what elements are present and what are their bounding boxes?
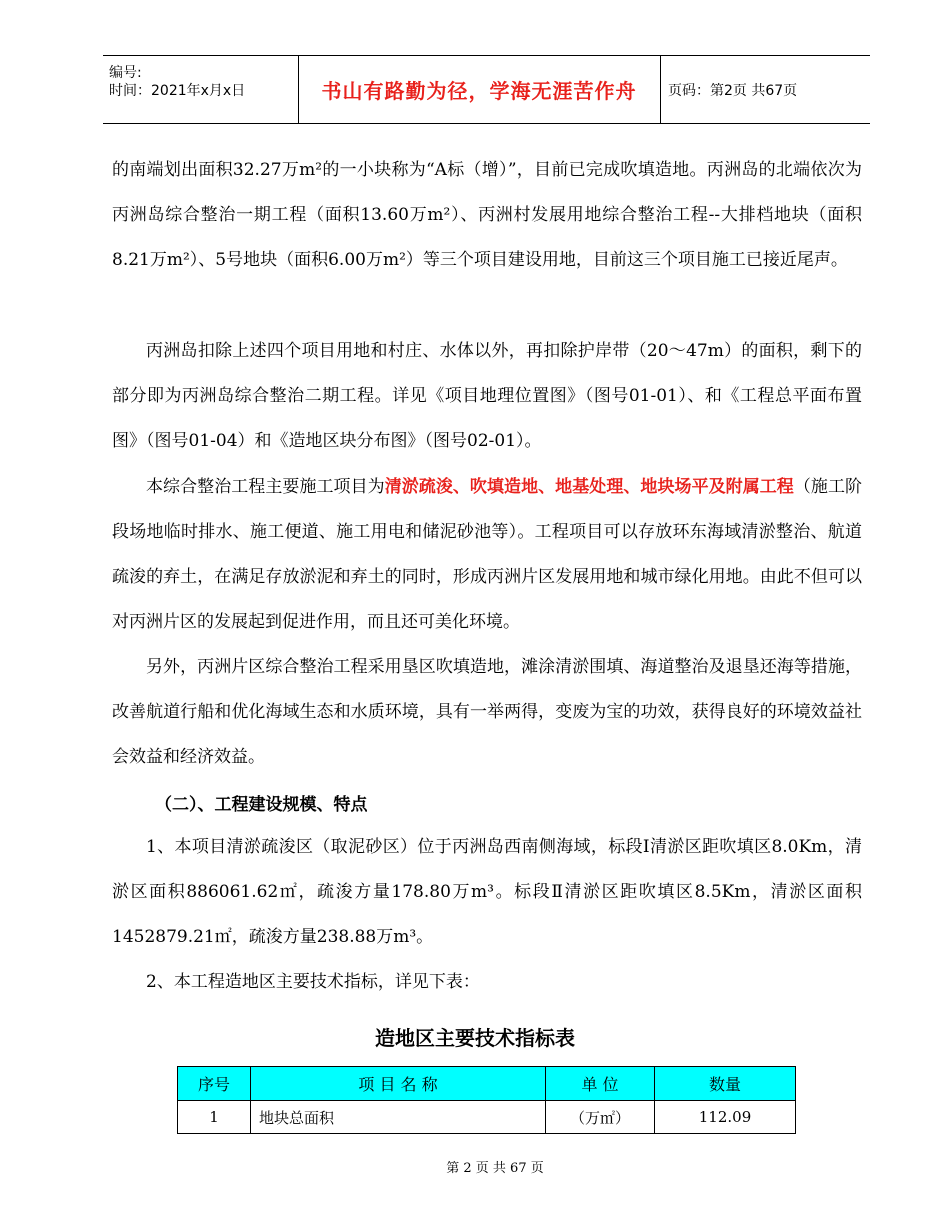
paragraph-3-highlight: 清淤疏浚、吹填造地、地基处理、地块场平及附属工程: [384, 477, 794, 497]
table-header-cell: 单 位: [546, 1067, 655, 1101]
table-header-cell: 项 目 名 称: [251, 1067, 546, 1101]
section-title: （二）、工程建设规模、特点: [155, 795, 368, 815]
paragraph-6: 2、本工程造地区主要技术指标，详见下表：: [146, 972, 480, 992]
paragraph-4: 另外，丙洲片区综合整治工程采用垦区吹填造地，滩涂清淤围填、海道整治及退垦还海等措施，改善航道行船和优化海域生态和水质环境，具有一举两得，变废为宝的功效，获得良好的环境效益社会效益和经济效益。: [112, 657, 862, 767]
document-number-label: 编号:: [109, 65, 142, 81]
paragraph-1: 的南端划出面积32.27万m²的一小块称为“A标（增）”，目前已完成吹填造地。丙洲岛的北端依次为丙洲岛综合整治一期工程（面积13.60万m²）、丙洲村发展用地综合整治工程--大排档地块（面积8.21万m²）、5号地块（面积6.00万m²）等三个项目建设用地，目前这三个项目施工已接近尾声。: [112, 160, 862, 270]
paragraph-3: [112, 465, 862, 645]
table-cell: 地块总面积: [251, 1101, 546, 1134]
table-row: [178, 1101, 796, 1134]
paragraph-3-start: 本综合整治工程主要施工项目为: [146, 477, 385, 497]
page-footer: 第 2 页 共 67 页: [446, 1161, 544, 1176]
paragraph-5: 1、本项目清淤疏浚区（取泥砂区）位于丙洲岛西南侧海域，标段Ⅰ清淤区距吹填区8.0Km，清淤区面积886061.62㎡，疏浚方量178.80万m³。标段Ⅱ清淤区距吹填区8.5Km，清淤区面积1452879.21㎡，疏浚方量238.88万m³。: [112, 837, 862, 947]
document-time-label: 时间：2021年x月x日: [109, 83, 246, 99]
table-cell: 112.09: [655, 1101, 796, 1134]
table-title: 造地区主要技术指标表: [375, 1026, 575, 1050]
technical-index-table: [177, 1066, 796, 1134]
header-page-code: 页码：第2页 共67页: [668, 82, 798, 99]
table-cell: （万㎡）: [546, 1101, 655, 1134]
table-header-cell: 序号: [178, 1067, 251, 1101]
table-header-row: [178, 1067, 796, 1101]
paragraph-2: 丙洲岛扣除上述四个项目用地和村庄、水体以外，再扣除护岸带（20～47m）的面积，剩下的部分即为丙洲岛综合整治二期工程。详见《项目地理位置图》（图号01-01）、和《工程总平面布置图》（图号01-04）和《造地区块分布图》（图号02-01）。: [112, 341, 862, 451]
table-header-cell: 数量: [655, 1067, 796, 1101]
header-motto: 书山有路勤为径，学海无涯苦作舟: [298, 56, 661, 123]
paragraph-3-end: （施工阶段场地临时排水、施工便道、施工用电和储泥砂池等）。工程项目可以存放环东海域清淤整治、航道疏浚的弃土，在满足存放淤泥和弃土的同时，形成丙洲片区发展用地和城市绿化用地。由此不但可以对丙洲片区的发展起到促进作用，而且还可美化环境。: [112, 477, 863, 632]
table-cell: 1: [178, 1101, 251, 1134]
header-info-cell: [103, 56, 299, 123]
page-header: [103, 55, 870, 124]
